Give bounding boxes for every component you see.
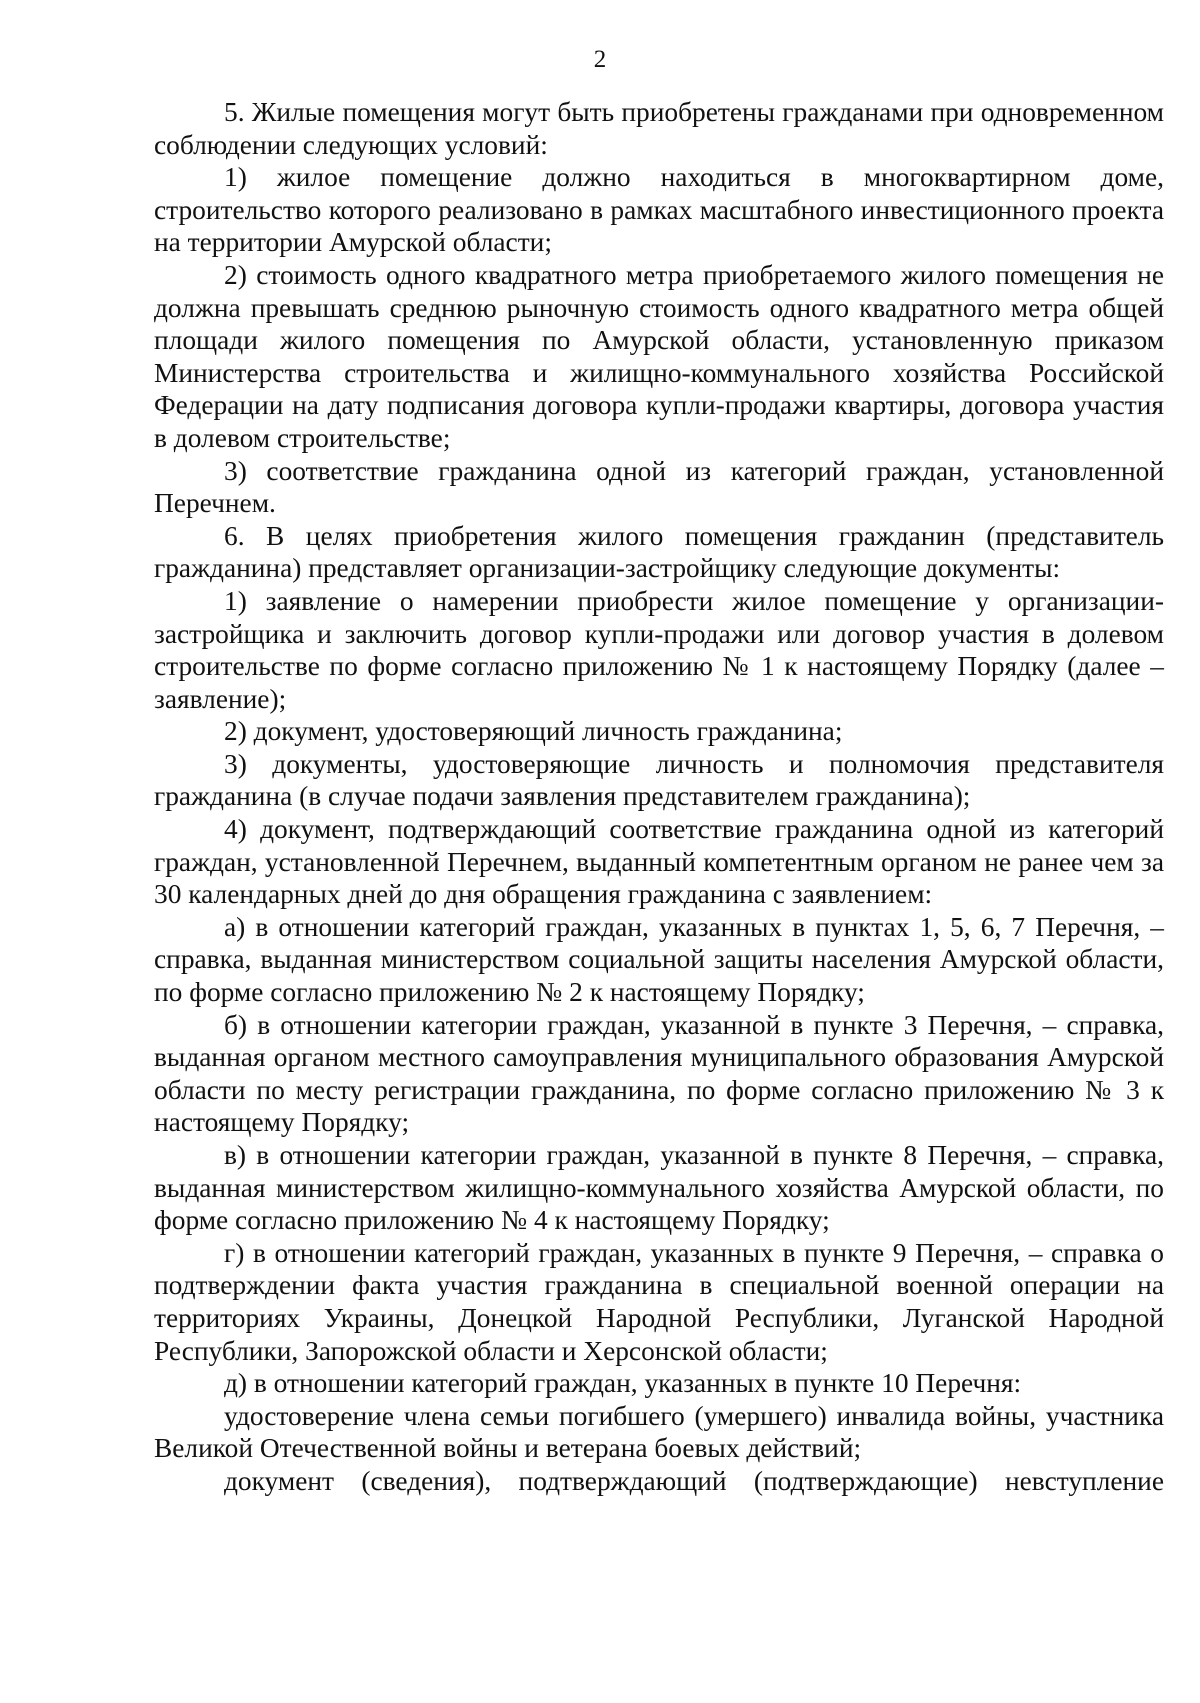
page-number: 2 — [593, 46, 607, 73]
paragraph-item-6: 6. В целях приобретения жилого помещения гражданин (представитель гражданина) представляет организации-застройщику следующие документы: — [154, 520, 1164, 584]
document-body — [154, 96, 1164, 1498]
paragraph-item-6-3: 3) документы, удостоверяющие личность и полномочия представителя гражданина (в случае подачи заявления представителем гражданина); — [154, 748, 1164, 812]
paragraph-item-5-3: 3) соответствие гражданина одной из категорий граждан, установленной Перечнем. — [154, 455, 1164, 519]
paragraph-item-6-4: 4) документ, подтверждающий соответствие гражданина одной из категорий граждан, установленной Перечнем, выданный компетентным органом не ранее чем за 30 календарных дней до дня обращения гражданина с заявлением: — [154, 814, 1164, 910]
paragraph-item-6-2: 2) документ, удостоверяющий личность гражданина; — [224, 716, 843, 747]
paragraph-subitem-g: г) в отношении категорий граждан, указанных в пункте 9 Перечня, – справка о подтверждении факта участия гражданина в специальной военной операции на территориях Украины, Донецкой Народной Республики, Луганской Народной Республики, Запорожской области и Херсонской области; — [154, 1237, 1164, 1366]
paragraph-item-5-2: 2) стоимость одного квадратного метра приобретаемого жилого помещения не должна превышать среднюю рыночную стоимость одного квадратного метра общей площади жилого помещения по Амурской области, установленную приказом Министерства строительства и жилищно-коммунального хозяйства Российской Федерации на дату подписания договора купли-продажи квартиры, договора участия в долевом строительстве; — [154, 259, 1164, 453]
paragraph-subitem-a: а) в отношении категорий граждан, указанных в пунктах 1, 5, 6, 7 Перечня, – справка, выданная министерством социальной защиты населения Амурской области, по форме согласно приложению № 2 к настоящему Порядку; — [154, 911, 1164, 1008]
paragraph-item-5-1: 1) жилое помещение должно находиться в многоквартирном доме, строительство которого реализовано в рамках масштабного инвестиционного проекта на территории Амурской области; — [154, 162, 1164, 258]
paragraph-subitem-b: б) в отношении категории граждан, указанной в пункте 3 Перечня, – справка, выданная органом местного самоуправления муниципального образования Амурской области по месту регистрации гражданина, по форме согласно приложению № 3 к настоящему Порядку; — [154, 1009, 1164, 1138]
paragraph-item-5: 5. Жилые помещения могут быть приобретены гражданами при одновременном соблюдении следующих условий: — [154, 97, 1164, 160]
paragraph-subitem-d-1: удостоверение члена семьи погибшего (умершего) инвалида войны, участника Великой Отечественной войны и ветерана боевых действий; — [154, 1400, 1164, 1464]
paragraph-subitem-d-2: документ (сведения), подтверждающий (подтверждающие) невступление — [224, 1465, 1164, 1496]
paragraph-subitem-d: д) в отношении категорий граждан, указанных в пункте 10 Перечня: — [224, 1368, 1022, 1399]
paragraph-subitem-v: в) в отношении категории граждан, указанной в пункте 8 Перечня, – справка, выданная министерством жилищно-коммунального хозяйства Амурской области, по форме согласно приложению № 4 к настоящему Порядку; — [154, 1140, 1164, 1236]
paragraph-item-6-1: 1) заявление о намерении приобрести жилое помещение у организации-застройщика и заключить договор купли-продажи или договор участия в долевом строительстве по форме согласно приложению № 1 к настоящему Порядку (далее – заявление); — [154, 585, 1164, 714]
